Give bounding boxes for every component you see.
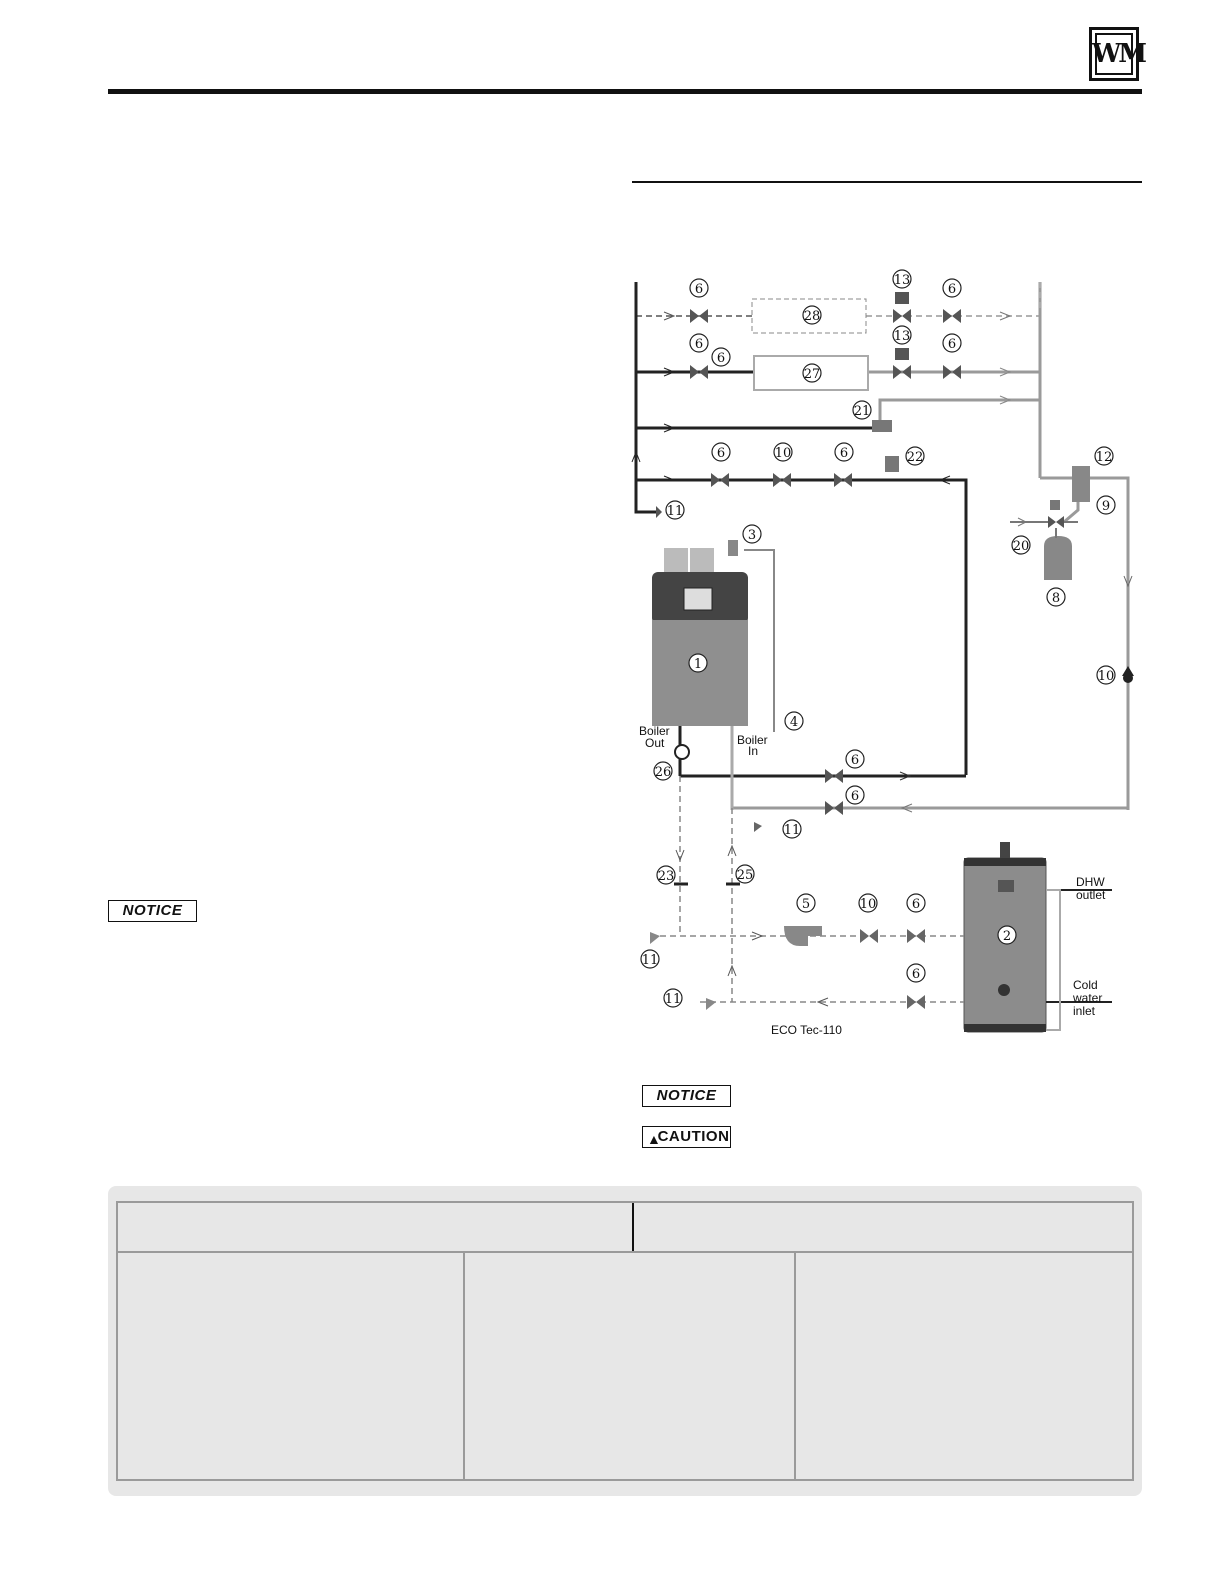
callout-6: 6 bbox=[716, 446, 726, 461]
callout-6: 6 bbox=[947, 282, 957, 297]
callout-3: 3 bbox=[747, 528, 757, 543]
callout-27: 27 bbox=[803, 367, 821, 382]
callout-1: 1 bbox=[693, 657, 703, 672]
callout-11: 11 bbox=[666, 504, 684, 519]
callout-8: 8 bbox=[1051, 591, 1061, 606]
cold-water-label-1: Cold bbox=[1073, 978, 1098, 992]
table-header-column-divider bbox=[632, 1203, 634, 1251]
callout-10: 10 bbox=[774, 446, 792, 461]
callout-6: 6 bbox=[694, 337, 704, 352]
callout-6: 6 bbox=[911, 897, 921, 912]
callout-6: 6 bbox=[911, 967, 921, 982]
callout-28: 28 bbox=[803, 309, 821, 324]
expansion-tank-graphic bbox=[1010, 466, 1090, 580]
callout-6: 6 bbox=[839, 446, 849, 461]
caution-label: CAUTION bbox=[657, 1128, 730, 1145]
callout-6: 6 bbox=[716, 351, 726, 366]
callout-6: 6 bbox=[947, 337, 957, 352]
callout-22: 22 bbox=[906, 450, 924, 465]
boiler-in-label-1: Boiler bbox=[737, 733, 768, 747]
callout-4: 4 bbox=[789, 715, 799, 730]
callout-26: 26 bbox=[654, 765, 672, 780]
model-label: ECO Tec-110 bbox=[771, 1023, 842, 1037]
callout-11: 11 bbox=[783, 823, 801, 838]
callout-6: 6 bbox=[850, 789, 860, 804]
callout-6: 6 bbox=[694, 282, 704, 297]
header-rule bbox=[108, 89, 1142, 94]
boiler-out-label-1: Boiler bbox=[639, 724, 670, 738]
caution-badge bbox=[642, 1126, 731, 1148]
notice-badge-left: NOTICE bbox=[108, 900, 197, 922]
dhw-outlet-label-2: outlet bbox=[1076, 888, 1106, 902]
notice-badge-right: NOTICE bbox=[642, 1085, 731, 1107]
callout-23: 23 bbox=[657, 869, 675, 884]
logo-text: WM bbox=[1092, 39, 1144, 69]
section-rule bbox=[632, 181, 1142, 183]
callout-10: 10 bbox=[859, 897, 877, 912]
loop-21 bbox=[636, 396, 1040, 432]
dhw-outlet-label-1: DHW bbox=[1076, 875, 1105, 889]
manufacturer-logo bbox=[1089, 27, 1144, 81]
callout-11: 11 bbox=[664, 992, 682, 1007]
callout-5: 5 bbox=[801, 897, 811, 912]
callout-6: 6 bbox=[850, 753, 860, 768]
callout-12: 12 bbox=[1095, 450, 1113, 465]
callout-13: 13 bbox=[893, 273, 911, 288]
callout-9: 9 bbox=[1101, 499, 1111, 514]
table-column-divider-2 bbox=[794, 1251, 796, 1479]
callout-21: 21 bbox=[853, 404, 871, 419]
table-header-divider bbox=[118, 1251, 1132, 1253]
callout-20: 20 bbox=[1012, 539, 1030, 554]
boiler-in-label-2: In bbox=[748, 744, 759, 758]
cold-water-label-2: water bbox=[1073, 991, 1103, 1005]
callout-13: 13 bbox=[893, 329, 911, 344]
warning-triangle-icon: ▲ bbox=[647, 1131, 662, 1147]
boiler-out-label-2: Out bbox=[645, 736, 665, 750]
table-column-divider-1 bbox=[463, 1251, 465, 1479]
callout-2: 2 bbox=[1002, 929, 1012, 944]
callout-11: 11 bbox=[641, 953, 659, 968]
callout-10: 10 bbox=[1097, 669, 1115, 684]
data-table bbox=[116, 1201, 1134, 1481]
cold-water-label-3: inlet bbox=[1073, 1004, 1096, 1018]
callout-25: 25 bbox=[736, 868, 754, 883]
piping-diagram bbox=[600, 260, 1160, 1060]
